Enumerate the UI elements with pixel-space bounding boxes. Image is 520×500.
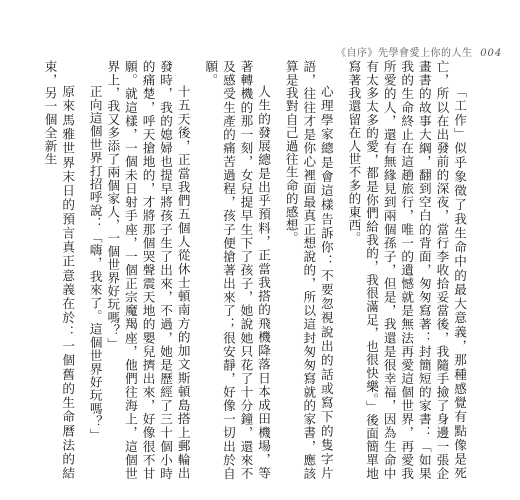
body-text (42, 60, 468, 480)
paragraph-3: 人生的發展總是出乎預料，正當我搭的飛機降落日本成田機場，等著轉機的那一刻，女兒提早生下了孩子，她說她只花了十分鐘，還來不及感受生產的痛苦過程，孩子便搶著出來了；很安靜，好像一切出於自願。 (203, 60, 272, 480)
paragraph-1: 「工作」似乎象徵了我生命中的最大意義，那種感覺有點像是死亡，所以在出發前的深夜，當行李收拾妥當後，我隨手撿了身邊一張企畫書的故事大綱，翻到空白的背面，匆匆寫著：封簡短的家書：「如果我的生命終止在這趟旅行，唯一的遺憾就是無法再愛這個世界，再愛我所愛的人，還有無緣見到兩個孫子，但是，我還是很幸福，因為生命中有太多太多的愛，都是你們給我的，我很滿足，也很快樂。」後面簡單地寫著我還留在人世不多的東西。 (346, 60, 467, 480)
chapter-title: 《自序》先學會愛上你的人生 (336, 48, 473, 59)
paragraph-6: 原來馬雅世界末日的預言真正意義在於：一個舊的生命曆法的結束，另一個全新生 (42, 60, 76, 480)
paragraph-4: 十五天後，正當我們五個人從休士頓南方的加文斯頓島搭上郵輪出發時，我的媳婦也提早將孩子生了出來，不過，她是歷經了三十個小時的痛楚，呼天搶地的，才將那個哭聲震天地的嬰兒擠出來，好像很不甘願。就這樣，一個未日射手座，一個正宗魔羯座，他們往海上，這個世界上，我又多添了兩個家人，一個世界好玩嗎？」 (105, 60, 191, 480)
running-head (336, 44, 502, 59)
page-number: 004 (480, 48, 503, 59)
paragraph-2: 心理學家總是會這樣告訴你：不要忽視說出的話或寫下的隻字片語，往往才是你心裡面最真正想說的，所以這封匆匆寫就的家書，應該算是我對自己過往生命的感想。 (283, 60, 334, 480)
paragraph-5: 正向這個世界打招呼說：「嗨，我來了。這個世界好玩嗎？」 (87, 85, 103, 442)
